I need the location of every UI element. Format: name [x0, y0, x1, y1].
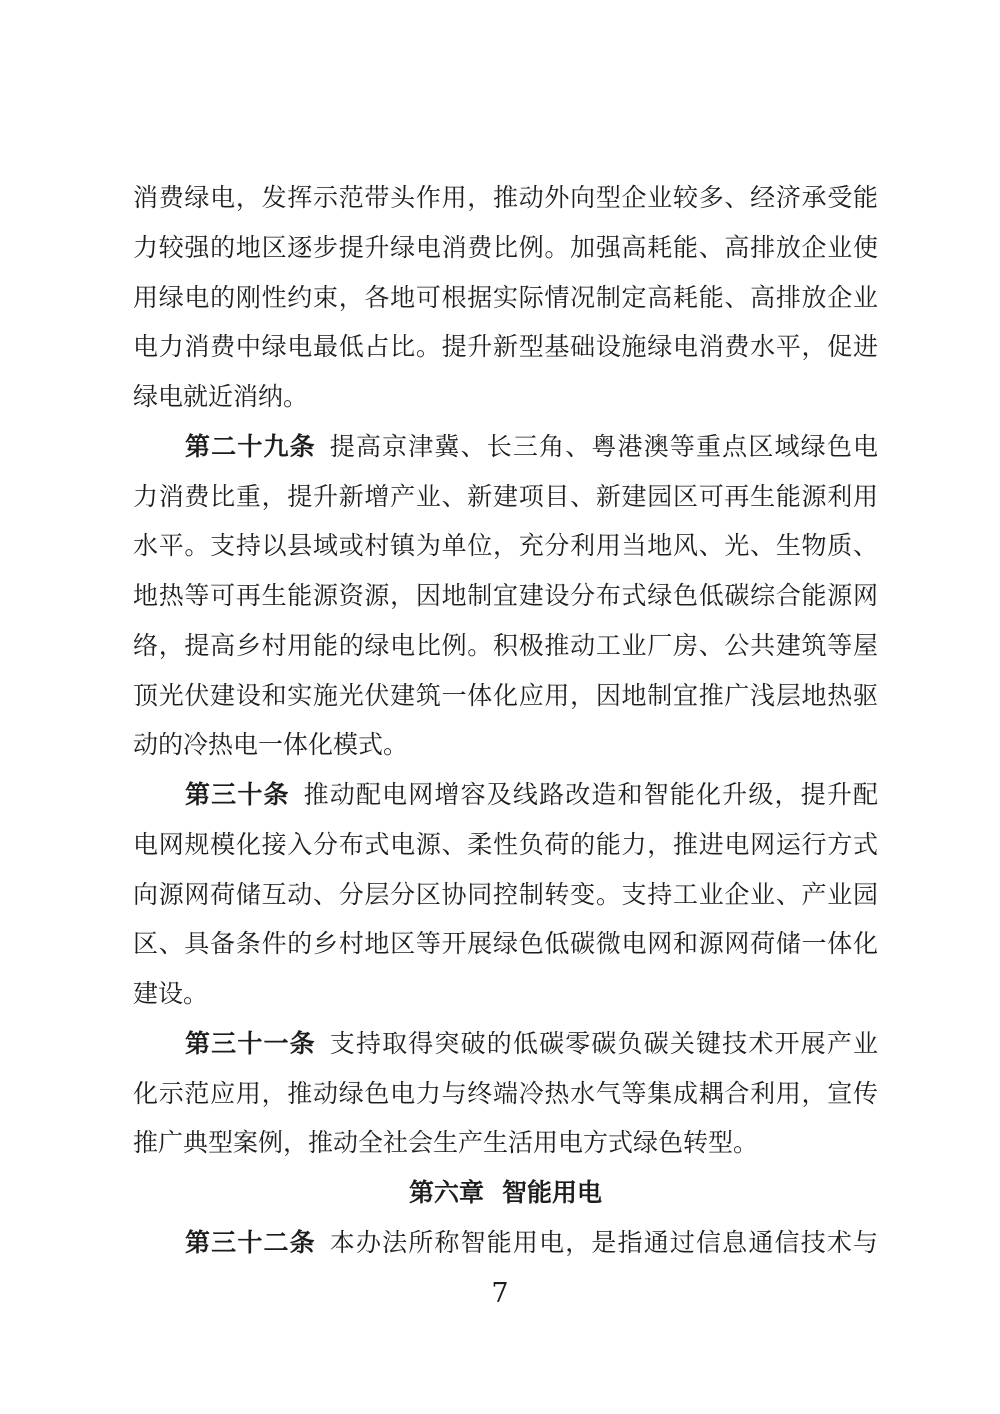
text-line	[133, 671, 878, 721]
page-number: 7	[491, 1278, 509, 1309]
text-line	[133, 571, 878, 621]
article-number: 第三十条	[185, 780, 290, 809]
text-line	[133, 720, 878, 770]
text-line	[133, 273, 878, 323]
article-number: 第二十九条	[185, 431, 316, 461]
line-text: 消费绿电，发挥示范带头作用，推动外向型企业较多、经济承受能	[133, 183, 878, 212]
text-line	[133, 521, 878, 571]
text-line	[133, 322, 878, 372]
text-line	[133, 870, 878, 920]
text-line	[133, 621, 878, 671]
text-line	[133, 820, 878, 870]
text-line	[133, 1218, 878, 1268]
text-line	[133, 422, 878, 472]
text-line	[133, 1019, 878, 1069]
line-text: 向源网荷储互动、分层分区协同控制转变。支持工业企业、产业园	[133, 879, 878, 909]
line-text: 力较强的地区逐步提升绿电消费比例。加强高耗能、高排放企业使	[133, 232, 878, 262]
line-text: 络，提高乡村用能的绿电比例。积极推动工业厂房、公共建筑等屋	[133, 630, 878, 660]
line-text: 电网规模化接入分布式电源、柔性负荷的能力，推进电网运行方式	[133, 829, 878, 859]
line-text: 推广典型案例，推动全社会生产生活用电方式绿色转型。	[133, 1128, 759, 1158]
line-text: 本办法所称智能用电，是指通过信息通信技术与	[329, 1227, 878, 1257]
line-text: 电力消费中绿电最低占比。提升新型基础设施绿电消费水平，促进	[133, 332, 878, 362]
line-text: 水平。支持以县域或村镇为单位，充分利用当地风、光、生物质、	[133, 531, 878, 561]
document-body	[133, 173, 878, 1268]
line-text: 建设。	[133, 979, 209, 1008]
text-line	[133, 770, 878, 820]
line-text: 支持取得突破的低碳零碳负碳关键技术开展产业	[329, 1028, 878, 1058]
text-line	[133, 1069, 878, 1119]
line-text: 绿电就近消纳。	[133, 382, 309, 411]
chapter-title: 智能用电	[502, 1178, 603, 1207]
text-line	[133, 969, 878, 1019]
line-text: 地热等可再生能源资源，因地制宜建设分布式绿色低碳综合能源网	[133, 581, 878, 610]
text-line	[133, 919, 878, 969]
line-text: 推动配电网增容及线路改造和智能化升级，提升配	[303, 780, 878, 809]
line-text: 区、具备条件的乡村地区等开展绿色低碳微电网和源网荷储一体化	[133, 929, 878, 959]
text-line	[133, 372, 878, 422]
line-text: 动的冷热电一体化模式。	[133, 730, 409, 760]
line-text: 化示范应用，推动绿色电力与终端冷热水气等集成耦合利用，宣传	[133, 1078, 878, 1108]
chapter-heading	[133, 1168, 878, 1218]
text-line	[133, 472, 878, 522]
line-text: 顶光伏建设和实施光伏建筑一体化应用，因地制宜推广浅层地热驱	[133, 680, 878, 710]
line-text: 力消费比重，提升新增产业、新建项目、新建园区可再生能源利用	[133, 481, 878, 511]
line-text: 用绿电的刚性约束，各地可根据实际情况制定高耗能、高排放企业	[133, 282, 878, 312]
line-text: 提高京津冀、长三角、粤港澳等重点区域绿色电	[329, 431, 878, 461]
text-line	[133, 223, 878, 273]
chapter-number: 第六章	[408, 1178, 484, 1207]
article-number: 第三十一条	[185, 1028, 316, 1058]
article-number: 第三十二条	[185, 1227, 316, 1257]
text-line	[133, 1118, 878, 1168]
text-line	[133, 173, 878, 223]
